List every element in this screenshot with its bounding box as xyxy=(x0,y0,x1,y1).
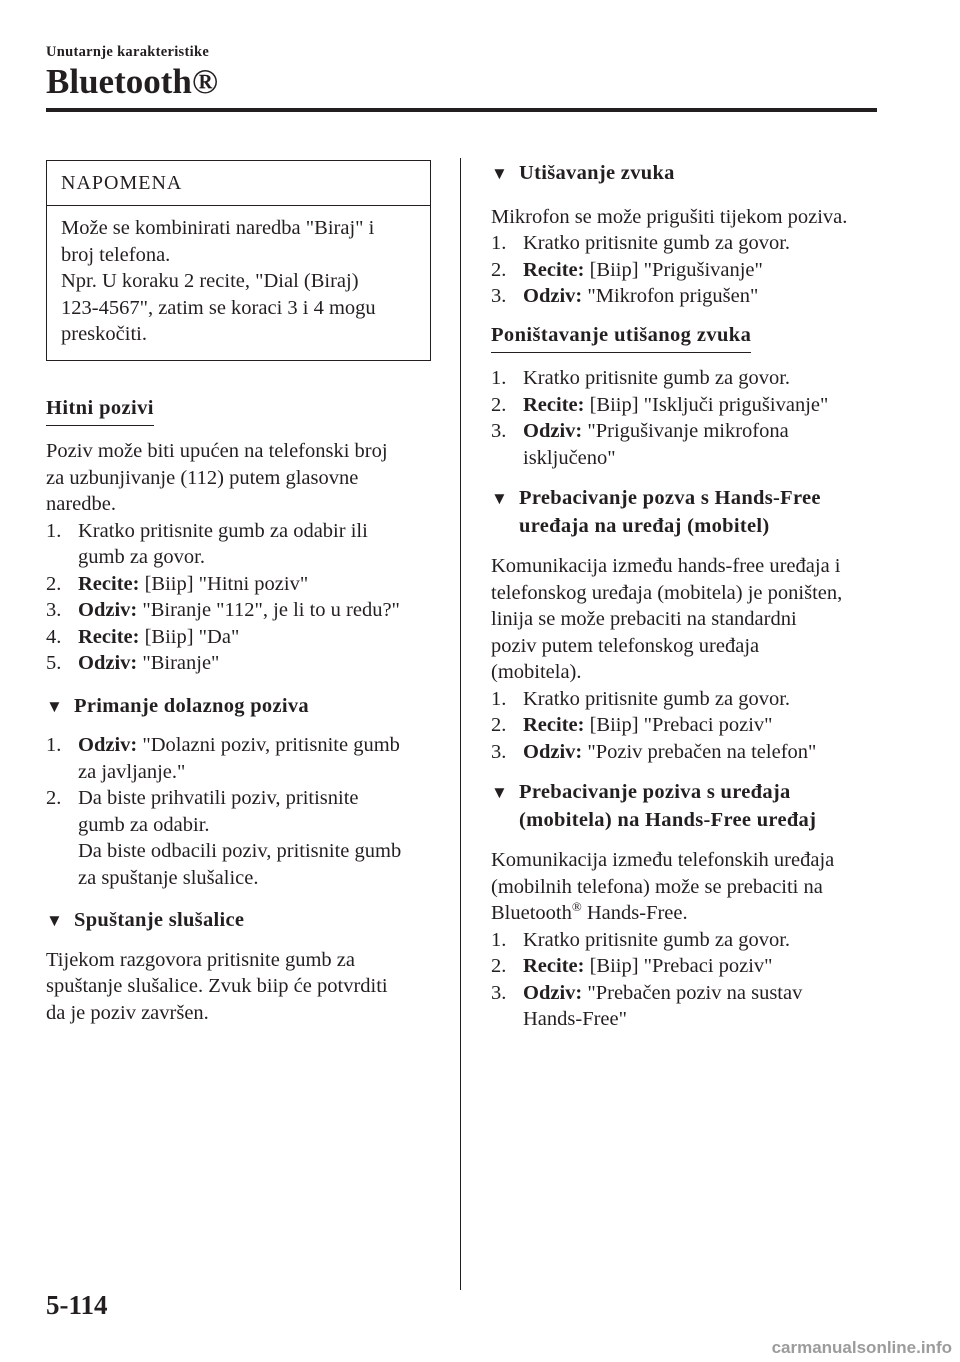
step-label: Odziv: xyxy=(523,981,583,1004)
emergency-step xyxy=(46,571,431,598)
incoming-step xyxy=(46,785,431,891)
emergency-intro-line: Poziv može biti upućen na telefonski broj xyxy=(46,440,388,462)
step-text: "Biranje "112", je li to u redu?" xyxy=(142,599,400,621)
step-text: "Prigušivanje mikrofona xyxy=(587,420,789,442)
step-label: Odziv: xyxy=(523,740,583,763)
to-handsfree-intro-line: (mobilnih telefona) može se prebaciti na xyxy=(491,875,823,898)
to-handsfree-intro-line: Bluetooth® Hands-Free. xyxy=(491,899,688,924)
step-number: 5. xyxy=(46,652,62,674)
step-label: Odziv: xyxy=(78,599,138,621)
to-handsfree-step xyxy=(491,927,876,954)
emergency-heading: Hitni pozivi xyxy=(46,395,154,427)
step-label: Recite: xyxy=(523,393,585,416)
mute-step xyxy=(491,230,876,257)
step-text: "Dolazni poziv, pritisnite gumb xyxy=(142,734,400,756)
hangup-line: spuštanje slušalice. Zvuk biip će potvrditi xyxy=(46,975,388,997)
to-phone-step xyxy=(491,739,876,766)
to-phone-step xyxy=(491,712,876,739)
emergency-step xyxy=(46,624,431,651)
mute-step xyxy=(491,257,876,284)
step-text-cont: za javljanje." xyxy=(78,760,186,783)
triangle-bullet-icon: ▼ xyxy=(491,164,509,183)
step-number: 2. xyxy=(491,955,507,977)
step-number: 4. xyxy=(46,625,62,648)
triangle-bullet-icon: ▼ xyxy=(46,696,64,716)
unmute-step xyxy=(491,392,876,419)
incoming-section xyxy=(46,693,431,892)
step-number: 1. xyxy=(46,734,62,756)
note-line: Npr. U koraku 2 recite, "Dial (Biraj) xyxy=(61,270,359,292)
hangup-heading: ▼ Spuštanje slušalice xyxy=(46,907,431,935)
step-text-cont: gumb za odabir. xyxy=(78,813,210,836)
to-handsfree-section xyxy=(491,779,876,1033)
mute-heading: ▼ Utišavanje zvuka xyxy=(491,160,876,188)
page-number: 5-114 xyxy=(46,1290,108,1320)
step-number: 3. xyxy=(491,285,507,307)
step-text: Kratko pritisnite gumb za govor. xyxy=(523,928,791,951)
emergency-section xyxy=(46,395,431,677)
triangle-bullet-icon: ▼ xyxy=(491,783,509,802)
step-label: Recite: xyxy=(523,955,585,977)
step-number: 2. xyxy=(46,572,62,595)
emergency-step xyxy=(46,650,431,677)
note-body xyxy=(47,206,430,360)
step-label: Recite: xyxy=(78,572,140,595)
section-label: Unutarnje karakteristike xyxy=(46,44,210,60)
to-phone-heading: ▼ Prebacivanje pozva s Hands-Free uređaja na uređaj (mobitel) xyxy=(491,487,821,537)
to-handsfree-intro-line: Komunikacija između telefonskih uređaja xyxy=(491,849,835,871)
emergency-step xyxy=(46,518,431,571)
step-text-cont: za spuštanje slušalice. xyxy=(78,866,259,889)
to-handsfree-heading: ▼ Prebacivanje poziva s uređaja (mobitela) na Hands-Free uređaj xyxy=(491,781,817,831)
step-number: 2. xyxy=(46,787,62,809)
to-phone-step xyxy=(491,686,876,713)
step-number: 3. xyxy=(46,599,62,621)
step-number: 1. xyxy=(46,519,62,542)
triangle-bullet-icon: ▼ xyxy=(46,911,64,930)
triangle-bullet-icon: ▼ xyxy=(491,489,509,508)
unmute-step xyxy=(491,418,876,471)
note-line: 123-4567", zatim se koraci 3 i 4 mogu xyxy=(61,296,376,319)
note-line: broj telefona. xyxy=(61,243,171,266)
step-number: 3. xyxy=(491,420,507,442)
step-number: 2. xyxy=(491,714,507,736)
step-text: Kratko pritisnite gumb za govor. xyxy=(523,687,791,710)
step-text: "Mikrofon prigušen" xyxy=(587,285,759,307)
emergency-intro-line: naredbe. xyxy=(46,493,116,515)
step-number: 1. xyxy=(491,232,507,254)
step-text: [Biip] "Prebaci poziv" xyxy=(589,955,773,977)
to-phone-intro-line: (mobitela). xyxy=(491,661,582,683)
step-label: Recite: xyxy=(523,714,585,736)
step-text: [Biip] "Isključi prigušivanje" xyxy=(589,393,829,416)
to-phone-intro-line: poziv putem telefonskog uređaja xyxy=(491,634,760,657)
step-text: "Prebačen poziv na sustav xyxy=(587,981,803,1004)
unmute-step xyxy=(491,365,876,392)
step-text-cont: gumb za govor. xyxy=(78,546,205,568)
step-text: [Biip] "Hitni poziv" xyxy=(144,572,309,595)
column-divider xyxy=(460,158,461,1290)
step-number: 1. xyxy=(491,367,507,389)
step-text: "Biranje" xyxy=(142,652,220,674)
step-text: Kratko pritisnite gumb za govor. xyxy=(523,232,791,254)
hangup-section xyxy=(46,907,431,1026)
mute-step xyxy=(491,283,876,310)
note-line: Može se kombinirati naredba "Biraj" i xyxy=(61,217,375,239)
step-label: Recite: xyxy=(523,258,585,281)
step-number: 3. xyxy=(491,740,507,763)
incoming-step xyxy=(46,732,431,785)
step-number: 2. xyxy=(491,258,507,281)
incoming-heading: ▼ Primanje dolaznog poziva xyxy=(46,693,431,721)
step-label: Odziv: xyxy=(78,652,138,674)
chapter-title: Bluetooth® xyxy=(46,62,218,101)
registered-mark: ® xyxy=(571,899,582,915)
watermark: carmanualsonline.info xyxy=(771,1338,952,1357)
mute-intro: Mikrofon se može prigušiti tijekom poziva. xyxy=(491,205,848,228)
step-label: Odziv: xyxy=(523,285,583,307)
step-label: Odziv: xyxy=(78,734,138,756)
to-phone-intro-line: linija se može prebaciti na standardni xyxy=(491,608,797,630)
step-number: 3. xyxy=(491,981,507,1004)
step-text: [Biip] "Prebaci poziv" xyxy=(589,714,773,736)
to-phone-section xyxy=(491,485,876,765)
step-text-cont: Hands-Free" xyxy=(523,1008,628,1030)
step-text: Kratko pritisnite gumb za odabir ili xyxy=(78,519,368,542)
note-line: preskočiti. xyxy=(61,323,147,345)
step-number: 2. xyxy=(491,393,507,416)
step-text: Da biste prihvatili poziv, pritisnite xyxy=(78,787,359,809)
step-text: Kratko pritisnite gumb za govor. xyxy=(523,367,791,389)
step-text: [Biip] "Da" xyxy=(144,625,240,648)
header-rule xyxy=(46,108,877,112)
step-text-cont: Da biste odbacili poziv, pritisnite gumb xyxy=(78,840,402,862)
left-column xyxy=(46,160,431,1026)
emergency-intro-line: za uzbunjivanje (112) putem glasovne xyxy=(46,466,359,489)
to-phone-intro-line: Komunikacija između hands-free uređaja i xyxy=(491,555,841,577)
note-title: NAPOMENA xyxy=(47,161,430,206)
step-text: "Poziv prebačen na telefon" xyxy=(587,740,817,763)
step-number: 1. xyxy=(491,928,507,951)
step-text-cont: isključeno" xyxy=(523,446,616,469)
mute-section xyxy=(491,160,876,310)
to-handsfree-step xyxy=(491,953,876,980)
right-column xyxy=(491,160,876,1033)
step-label: Recite: xyxy=(78,625,140,648)
to-phone-intro-line: telefonskog uređaja (mobitela) je poništen, xyxy=(491,581,843,604)
hangup-line: Tijekom razgovora pritisnite gumb za xyxy=(46,948,355,971)
unmute-heading: Poništavanje utišanog zvuka xyxy=(491,322,751,354)
hangup-line: da je poziv završen. xyxy=(46,1001,209,1024)
step-number: 1. xyxy=(491,687,507,710)
step-text: [Biip] "Prigušivanje" xyxy=(589,258,763,281)
to-handsfree-step xyxy=(491,980,876,1033)
emergency-step xyxy=(46,597,431,624)
note-box xyxy=(46,160,431,361)
unmute-section xyxy=(491,322,876,472)
step-label: Odziv: xyxy=(523,420,583,442)
